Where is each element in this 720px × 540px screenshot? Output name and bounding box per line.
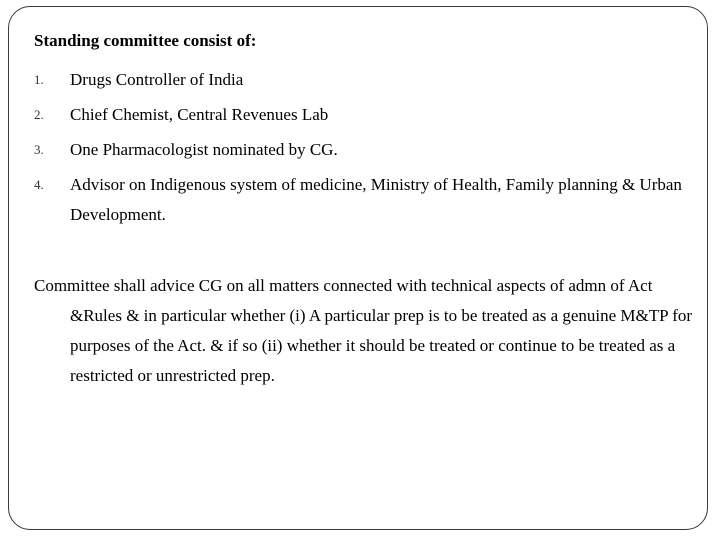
list-item [34,100,694,130]
committee-members-list [34,65,694,235]
list-number: 3. [34,142,44,157]
list-item-text: Advisor on Indigenous system of medicine, Ministry of Health, Family planning & Urban Development. [70,175,682,224]
list-item [34,170,694,230]
list-item [34,135,694,165]
slide-frame [8,6,708,530]
list-number: 2. [34,107,44,122]
list-number: 4. [34,177,44,192]
slide-heading: Standing committee consist of: [34,31,257,50]
list-item-text: One Pharmacologist nominated by CG. [70,140,338,159]
list-item-text: Drugs Controller of India [70,70,244,89]
committee-advice-paragraph: Committee shall advice CG on all matters connected with technical aspects of admn of Act &Rules & in particular whether (i) A particular prep is to be treated as a genuine M&TP for purposes of the Act. & if so (ii) whether it should be treated or continue to be treated as a restricted or unrestricted prep. [34,276,693,385]
list-item [34,65,694,95]
list-item-text: Chief Chemist, Central Revenues Lab [70,105,329,124]
list-number: 1. [34,72,44,87]
